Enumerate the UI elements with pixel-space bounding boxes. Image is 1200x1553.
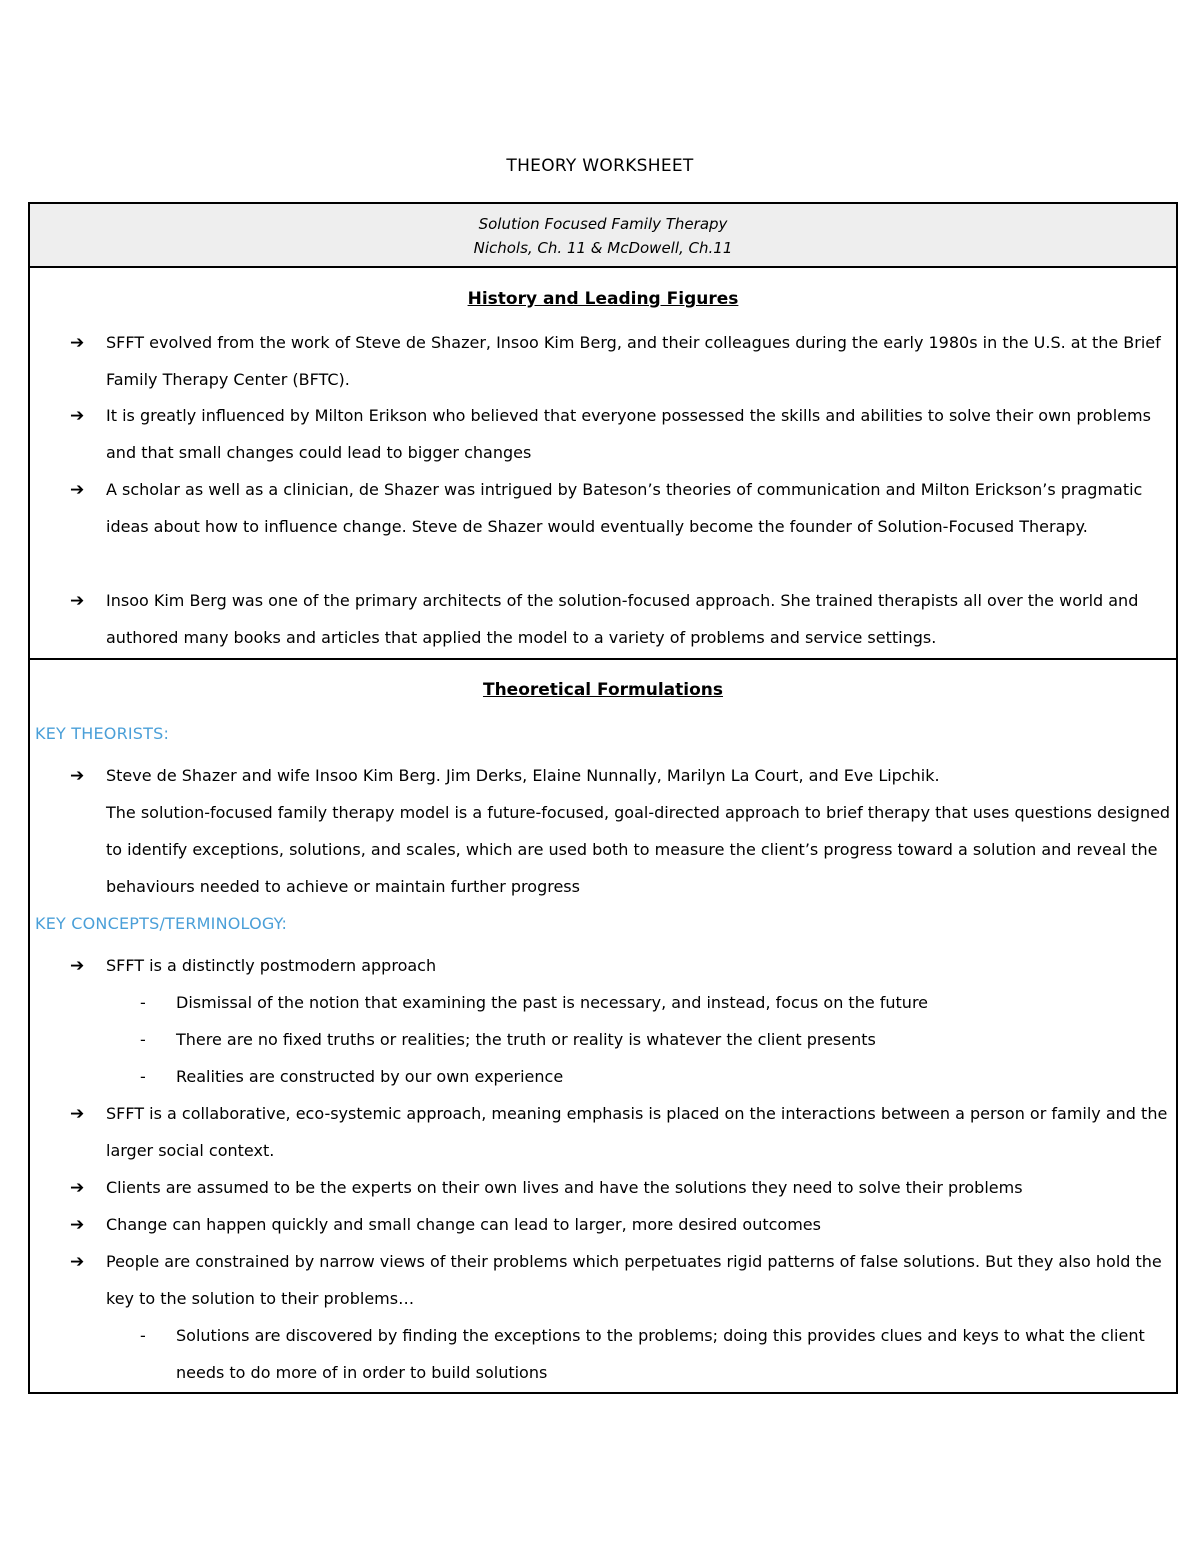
history-section — [30, 268, 1176, 660]
bullet-text: People are constrained by narrow views of their problems which perpetuates rigid patterns of false solutions. But they also hold the key to the solution to their problems… — [106, 1252, 1162, 1308]
key-theorists-label: KEY THEORISTS: — [35, 724, 170, 743]
list-item — [70, 1207, 1170, 1244]
sub-bullet-text: There are no fixed truths or realities; the truth or reality is whatever the client presents — [176, 1030, 876, 1049]
therapy-name: Solution Focused Family Therapy — [478, 215, 728, 233]
history-heading: History and Leading Figures — [467, 289, 739, 309]
bullet-text: It is greatly influenced by Milton Erikson who believed that everyone possessed the skills and abilities to solve their own problems and that small changes could lead to bigger changes — [106, 406, 1151, 462]
bullet-text: Steve de Shazer and wife Insoo Kim Berg. Jim Derks, Elaine Nunnally, Marilyn La Court, and Eve Lipchik. — [106, 766, 940, 785]
arrow-bullet-icon: ➔ — [70, 591, 85, 611]
dash-bullet-icon: - — [140, 1067, 146, 1086]
bullet-text: SFFT is a distinctly postmodern approach — [106, 956, 437, 975]
list-item — [70, 758, 1170, 795]
list-item — [70, 1170, 1170, 1207]
list-item — [70, 472, 1170, 546]
sub-bullet-text: Dismissal of the notion that examining the past is necessary, and instead, focus on the future — [176, 993, 929, 1012]
sub-bullet-text: Realities are constructed by our own experience — [176, 1067, 564, 1086]
sub-bullet-text: Solutions are discovered by finding the exceptions to the problems; doing this provides clues and keys to what the client needs to do more of in order to build solutions — [176, 1326, 1145, 1382]
theory-heading: Theoretical Formulations — [482, 680, 724, 700]
list-item — [70, 948, 1170, 985]
key-concepts-label: KEY CONCEPTS/TERMINOLOGY: — [35, 914, 288, 933]
arrow-bullet-icon: ➔ — [70, 1104, 85, 1124]
list-item — [70, 398, 1170, 472]
arrow-bullet-icon: ➔ — [70, 1252, 85, 1272]
page-title: THEORY WORKSHEET — [506, 156, 694, 176]
sub-list-item — [140, 985, 1170, 1022]
arrow-bullet-icon: ➔ — [70, 480, 85, 500]
bullet-text: Insoo Kim Berg was one of the primary architects of the solution-focused approach. She trained therapists all over the world and authored many books and articles that applied the model to a variety of problems and service settings. — [106, 591, 1139, 647]
arrow-bullet-icon: ➔ — [70, 766, 85, 786]
arrow-bullet-icon: ➔ — [70, 333, 85, 353]
list-item — [70, 1096, 1170, 1170]
list-item — [70, 583, 1170, 657]
bullet-text: A scholar as well as a clinician, de Shazer was intrigued by Bateson’s theories of communication and Milton Erickson’s pragmatic ideas about how to influence change. Steve de Shazer would eventually become the founder of Solution-Focused Therapy. — [106, 480, 1143, 536]
bullet-text: Change can happen quickly and small change can lead to larger, more desired outcomes — [106, 1215, 821, 1234]
sub-list-item — [140, 1022, 1170, 1059]
sub-list-item — [140, 1059, 1170, 1096]
dash-bullet-icon: - — [140, 1326, 146, 1345]
arrow-bullet-icon: ➔ — [70, 1215, 85, 1235]
model-description: The solution-focused family therapy model is a future-focused, goal-directed approach to brief therapy that uses questions designed to identify exceptions, solutions, and scales, which are used both to measure the client’s progress toward a solution and reveal the behaviours needed to achieve or maintain further progress — [106, 803, 1171, 896]
bullet-text: SFFT is a collaborative, eco-systemic approach, meaning emphasis is placed on the interactions between a person or family and the larger social context. — [106, 1104, 1168, 1160]
arrow-bullet-icon: ➔ — [70, 956, 85, 976]
theory-section — [30, 660, 1176, 1392]
arrow-bullet-icon: ➔ — [70, 406, 85, 426]
dash-bullet-icon: - — [140, 993, 146, 1012]
bullet-text: Clients are assumed to be the experts on their own lives and have the solutions they need to solve their problems — [106, 1178, 1023, 1197]
dash-bullet-icon: - — [140, 1030, 146, 1049]
worksheet-table — [28, 202, 1178, 1394]
reference-chapters: Nichols, Ch. 11 & McDowell, Ch.11 — [473, 239, 733, 257]
sub-list-item — [140, 1318, 1170, 1392]
list-item — [70, 1244, 1170, 1318]
worksheet-header — [30, 204, 1176, 268]
list-item — [70, 325, 1170, 399]
arrow-bullet-icon: ➔ — [70, 1178, 85, 1198]
bullet-text: SFFT evolved from the work of Steve de Shazer, Insoo Kim Berg, and their colleagues during the early 1980s in the U.S. at the Brief Family Therapy Center (BFTC). — [106, 333, 1161, 389]
